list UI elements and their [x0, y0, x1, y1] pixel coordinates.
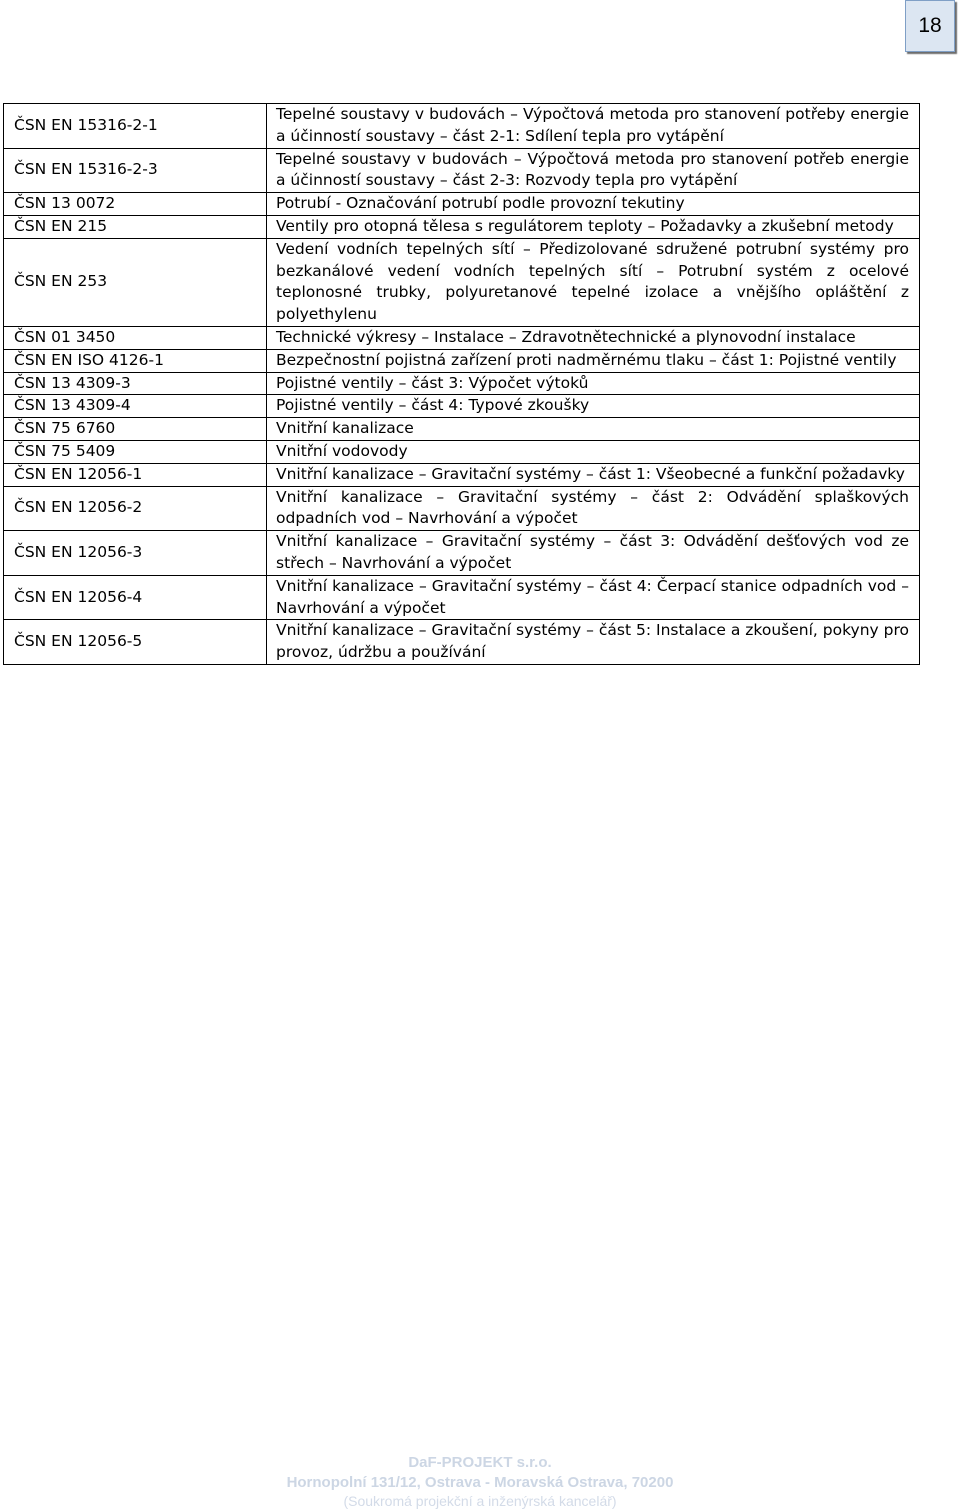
table-row	[4, 531, 920, 576]
table-row	[4, 193, 920, 216]
standard-code: ČSN 01 3450	[4, 326, 267, 349]
standard-title: Vnitřní kanalizace – Gravitační systémy – část 5: Instalace a zkoušení, pokyny pro provoz, údržbu a používání	[267, 620, 920, 665]
standard-title: Bezpečnostní pojistná zařízení proti nadměrnému tlaku – část 1: Pojistné ventily	[267, 349, 920, 372]
table-row	[4, 395, 920, 418]
standard-title: Pojistné ventily – část 4: Typové zkoušky	[267, 395, 920, 418]
standard-title: Vnitřní kanalizace – Gravitační systémy – část 3: Odvádění dešťových vod ze střech – Navrhování a výpočet	[267, 531, 920, 576]
table-row	[4, 148, 920, 193]
table-row	[4, 575, 920, 620]
standard-code: ČSN EN 12056-5	[4, 620, 267, 665]
standard-title: Ventily pro otopná tělesa s regulátorem teploty – Požadavky a zkušební metody	[267, 215, 920, 238]
footer-address: Hornopolní 131/12, Ostrava - Moravská Ostrava, 70200	[286, 1474, 674, 1491]
table-row	[4, 440, 920, 463]
standard-code: ČSN EN 12056-3	[4, 531, 267, 576]
standard-title: Tepelné soustavy v budovách – Výpočtová metoda pro stanovení potřeby energie a účinností soustavy – část 2-1: Sdílení tepla pro vytápění	[267, 104, 920, 149]
standard-title: Potrubí - Označování potrubí podle provozní tekutiny	[267, 193, 920, 216]
standard-title: Vnitřní kanalizace	[267, 418, 920, 441]
standard-title: Vedení vodních tepelných sítí – Předizolované sdružené potrubní systémy pro bezkanálové vedení vodních tepelných sítí – Potrubní systém z ocelové teplonosné trubky, polyuretanové tepelné izolace a vnějšího opláštění z polyethylenu	[267, 238, 920, 326]
table-row	[4, 349, 920, 372]
standard-code: ČSN EN 253	[4, 238, 267, 326]
standard-code: ČSN 13 0072	[4, 193, 267, 216]
standard-title: Vnitřní kanalizace – Gravitační systémy – část 1: Všeobecné a funkční požadavky	[267, 463, 920, 486]
table-row	[4, 372, 920, 395]
standard-code: ČSN EN 12056-4	[4, 575, 267, 620]
footer-note: (Soukromá projekční a inženýrská kancelář)	[343, 1493, 617, 1509]
standard-code: ČSN EN 12056-2	[4, 486, 267, 531]
standard-code: ČSN 13 4309-4	[4, 395, 267, 418]
standard-title: Tepelné soustavy v budovách – Výpočtová metoda pro stanovení potřeb energie a účinností soustavy – část 2-3: Rozvody tepla pro vytápění	[267, 148, 920, 193]
standard-code: ČSN EN ISO 4126-1	[4, 349, 267, 372]
standard-title: Vnitřní kanalizace – Gravitační systémy – část 4: Čerpací stanice odpadních vod – Navrhování a výpočet	[267, 575, 920, 620]
standard-title: Vnitřní vodovody	[267, 440, 920, 463]
table-row	[4, 238, 920, 326]
standards-table	[3, 103, 920, 665]
standard-code: ČSN EN 15316-2-1	[4, 104, 267, 149]
table-row	[4, 215, 920, 238]
footer-company: DaF-PROJEKT s.r.o.	[408, 1454, 552, 1471]
table-row	[4, 418, 920, 441]
table-row	[4, 104, 920, 149]
standard-code: ČSN EN 215	[4, 215, 267, 238]
standard-code: ČSN EN 15316-2-3	[4, 148, 267, 193]
standard-code: ČSN 75 5409	[4, 440, 267, 463]
standard-code: ČSN 13 4309-3	[4, 372, 267, 395]
standard-code: ČSN EN 12056-1	[4, 463, 267, 486]
page-number-badge: 18	[905, 0, 955, 52]
table-row	[4, 463, 920, 486]
table-row	[4, 486, 920, 531]
standard-title: Pojistné ventily – část 3: Výpočet výtoků	[267, 372, 920, 395]
standard-title: Vnitřní kanalizace – Gravitační systémy – část 2: Odvádění splaškových odpadních vod – Navrhování a výpočet	[267, 486, 920, 531]
standard-code: ČSN 75 6760	[4, 418, 267, 441]
table-row	[4, 326, 920, 349]
table-row	[4, 620, 920, 665]
standard-title: Technické výkresy – Instalace – Zdravotnětechnické a plynovodní instalace	[267, 326, 920, 349]
